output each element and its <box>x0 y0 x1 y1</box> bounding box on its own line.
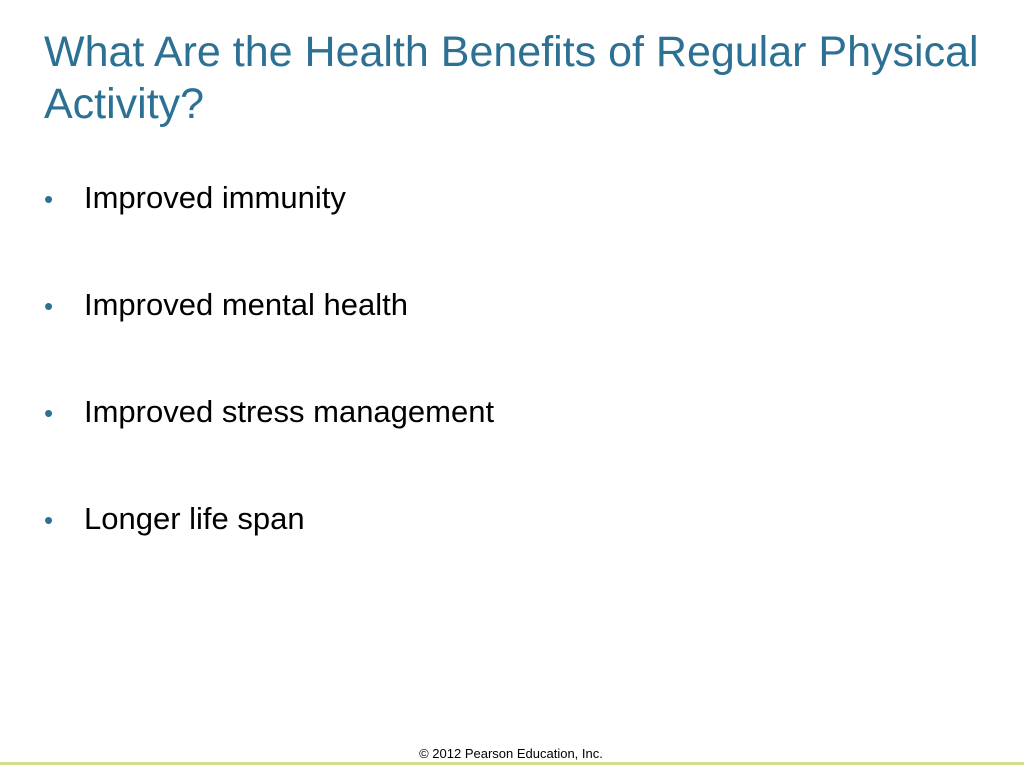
bullet-text: Improved immunity <box>84 180 346 215</box>
bullet-icon: • <box>44 184 54 214</box>
copyright-text: © 2012 Pearson Education, Inc. <box>419 746 603 761</box>
bullet-text: Longer life span <box>84 501 305 536</box>
bullet-icon: • <box>44 505 54 535</box>
bullet-item <box>44 501 984 608</box>
slide-title: What Are the Health Benefits of Regular Physical Activity? <box>44 28 979 128</box>
footer-divider <box>0 762 1024 765</box>
bullet-item <box>44 287 984 394</box>
bullet-item <box>44 394 984 501</box>
bullet-list <box>44 180 984 608</box>
bullet-icon: • <box>44 398 54 428</box>
bullet-text: Improved stress management <box>84 394 495 429</box>
bullet-icon: • <box>44 291 54 321</box>
bullet-item <box>44 180 984 287</box>
copyright-footer <box>0 746 1024 761</box>
bullet-text: Improved mental health <box>84 287 408 322</box>
